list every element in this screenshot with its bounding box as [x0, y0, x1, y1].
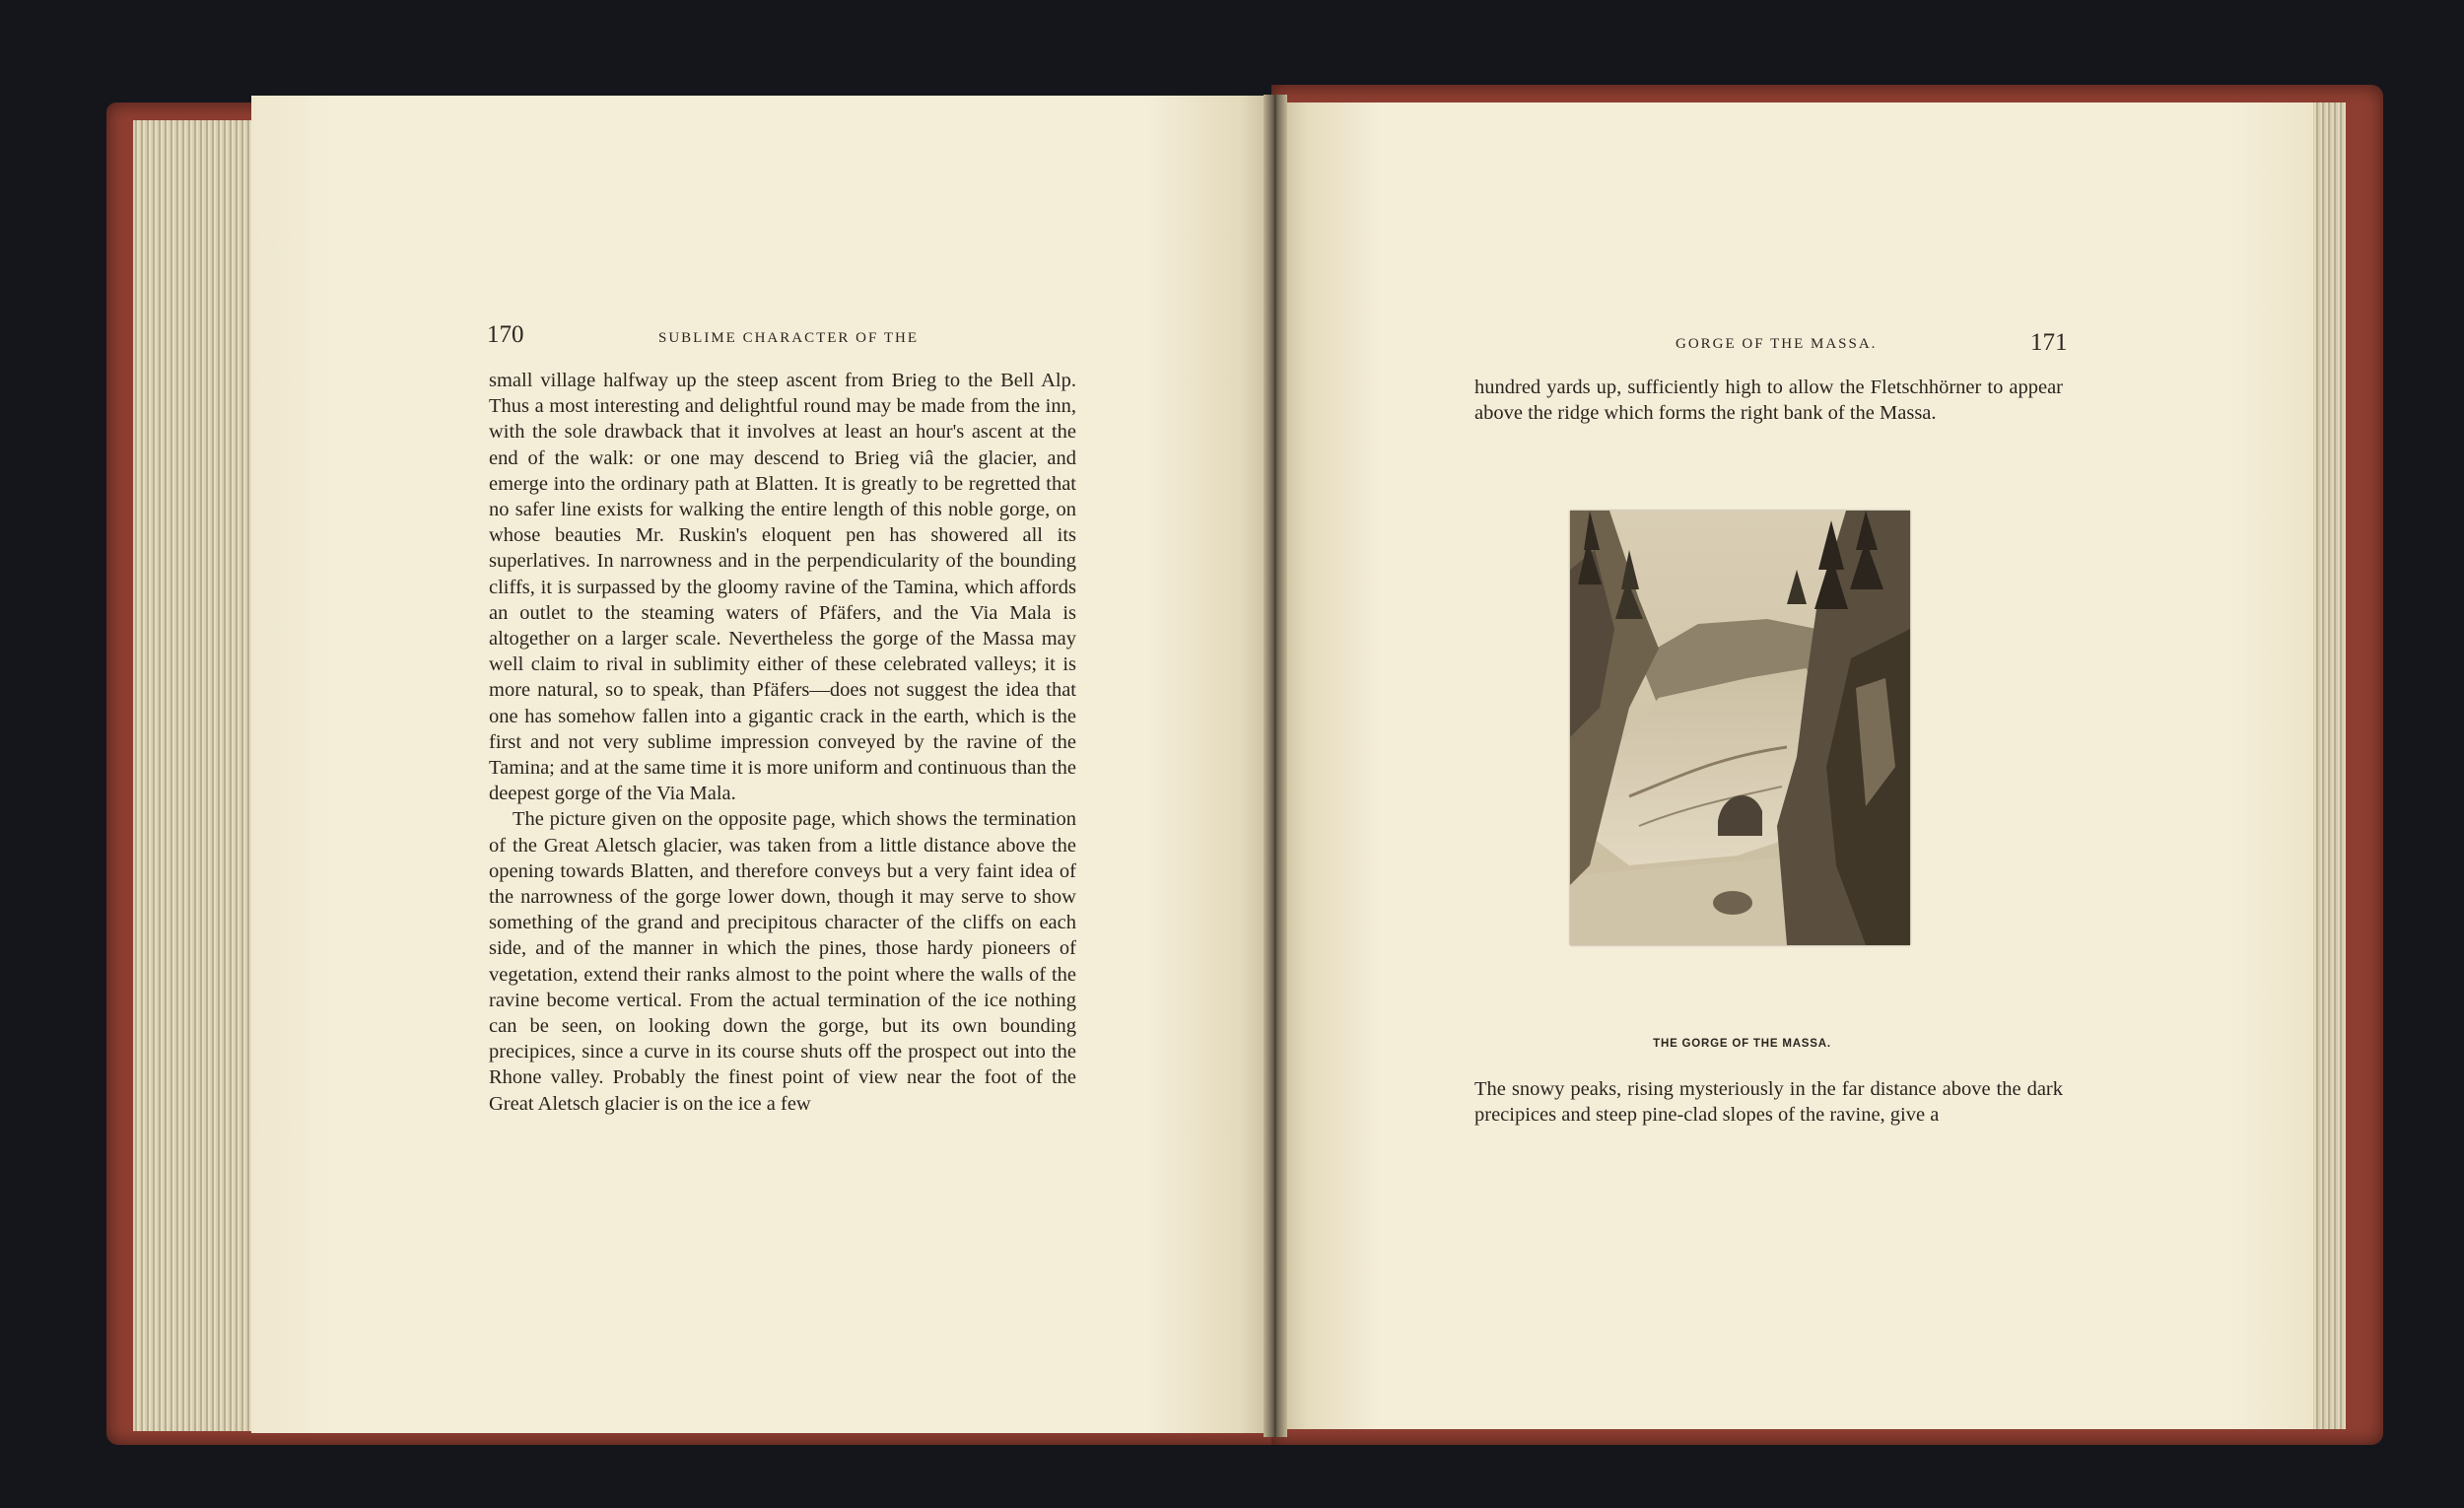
left-page-edges — [133, 120, 261, 1431]
paragraph: small village halfway up the steep ascent from Brieg to the Bell Alp. Thus a most interesting and delightful round may be made from the inn, with the sole drawback that it involves at least an hour's ascent at the end of the walk: or one may descend to Brieg viâ the glacier, and emerge into the ordinary path at Blatten. It is greatly to be regretted that no safer line exists for walking the entire length of this noble gorge, on whose beauties Mr. Ruskin's eloquent pen has showered all its superlatives. In narrowness and in the perpendicularity of the bounding cliffs, it is surpassed by the gloomy ravine of the Tamina, which affords an outlet to the steaming waters of Pfäfers, and the Via Mala is altogether on a larger scale. Nevertheless the gorge of the Massa may well claim to rival in sublimity either of these celebrated valleys; it is more natural, so to speak, than Pfäfers—does not suggest the idea that one has somehow fallen into a gigantic crack in the earth, which is the first and not very sublime impression conveyed by the ravine of the Tamina; and at the same time it is more uniform and continuous than the deepest gorge of the Via Mala. — [489, 370, 1076, 805]
running-head-left: SUBLIME CHARACTER OF THE — [658, 330, 919, 346]
running-head-right: GORGE OF THE MASSA. — [1676, 336, 1878, 352]
paragraph: hundred yards up, sufficiently high to allow the Fletschhörner to appear above the ridge which forms the right bank of the Massa. — [1474, 377, 2063, 425]
page-number-left: 170 — [487, 321, 524, 348]
photograph-plate — [1570, 511, 1910, 945]
right-body-text-bottom — [1474, 1076, 2063, 1128]
paragraph: The picture given on the opposite page, which shows the termination of the Great Aletsch glacier, was taken from a little distance above the opening towards Blatten, and therefore conveys but a very faint idea of the narrowness of the gorge lower down, though it may serve to show something of the grand and precipitous character of the cliffs on each side, and of the manner in which the pines, those hardy pioneers of vegetation, extend their ranks almost to the point where the walls of the ravine become vertical. From the actual termination of the ice nothing can be seen, on looking down the gorge, but its own bounding precipices, since a curve in its course shuts off the prospect out into the Rhone valley. Probably the finest point of view near the foot of the Great Aletsch glacier is on the ice a few — [489, 808, 1076, 1115]
left-body-text — [489, 368, 1076, 1117]
gorge-photograph — [1570, 511, 1910, 945]
paragraph: The snowy peaks, rising mysteriously in the far distance above the dark precipices and steep pine-clad slopes of the ravine, give a — [1474, 1078, 2063, 1127]
gutter — [1264, 95, 1287, 1437]
page-number-right: 171 — [2030, 329, 2068, 356]
plate-caption: THE GORGE OF THE MASSA. — [1653, 1038, 1831, 1050]
right-body-text-top — [1474, 375, 2063, 426]
